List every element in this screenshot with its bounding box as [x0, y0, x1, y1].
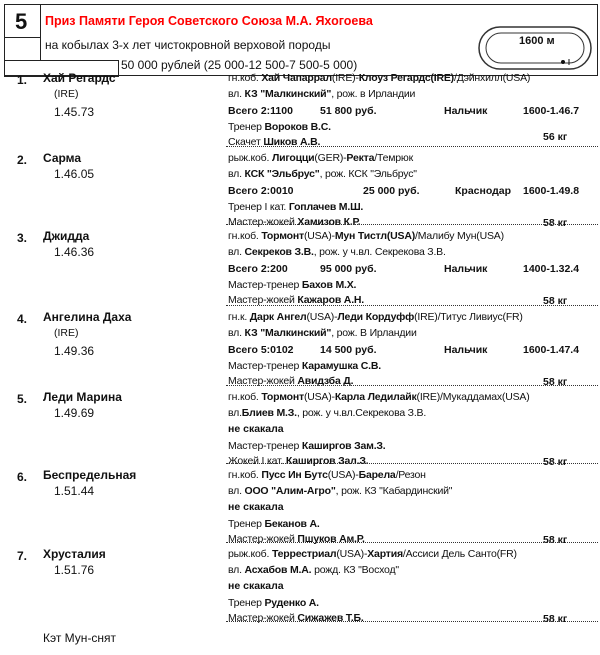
finish-time: 1.49.36 — [54, 344, 95, 358]
trainer — [228, 201, 363, 213]
weight: 58 кг — [543, 613, 568, 625]
career-earnings: 25 000 руб. — [363, 185, 420, 197]
divider — [226, 385, 598, 386]
finish-time: 1.51.76 — [54, 563, 95, 577]
pedigree — [228, 469, 426, 481]
bold-text: КЗ "Малкинский" — [244, 88, 332, 100]
horse-entry — [0, 470, 600, 550]
best-record: 1400-1.32.4 — [523, 263, 580, 275]
text: , рож. В Ирландии — [331, 327, 417, 339]
text: вл. — [228, 168, 245, 180]
bold-text: Бахов М.Х. — [301, 279, 357, 291]
jockey — [228, 455, 368, 467]
bold-text: Тормонт — [261, 230, 304, 242]
text: рожд. КЗ "Восход" — [311, 564, 399, 576]
text: /Резон — [395, 469, 426, 481]
best-record: 1600-1.46.7 — [523, 105, 580, 117]
pedigree — [228, 72, 530, 84]
bold-text: Пусс Ин Бутс — [261, 469, 328, 481]
horse-name: Ангелина Даха — [43, 310, 132, 324]
text: Мастер-тренер — [228, 440, 302, 452]
text: (IRE)/Титус Ливиус(FR) — [414, 311, 523, 323]
best-track: Нальчик — [444, 105, 488, 117]
text: вл. — [228, 407, 242, 419]
place-number: 1. — [17, 73, 28, 87]
owner — [228, 407, 426, 419]
jockey — [228, 612, 364, 624]
divider — [226, 305, 598, 306]
text: (USA)- — [303, 230, 335, 242]
horse-name: Сарма — [43, 151, 82, 165]
text: Мастер-жокей — [228, 375, 298, 387]
race-conditions: на кобылах 3-х лет чистокровной верховой породы — [45, 38, 331, 52]
race-title: Приз Памяти Героя Советского Союза М.А. Яхогоева — [45, 14, 373, 28]
text: (GER)- — [314, 152, 347, 164]
scratched-note: Кэт Мун-снят — [43, 631, 117, 645]
best-track: Краснодар — [455, 185, 512, 197]
text: (USA)- — [336, 548, 368, 560]
owner — [228, 168, 417, 180]
weight: 58 кг — [543, 456, 568, 468]
text: Мастер-жокей — [228, 294, 298, 306]
text: Тренер — [228, 121, 265, 133]
text: рыж.коб. — [228, 548, 272, 560]
best-track: Нальчик — [444, 344, 488, 356]
bold-text: КСК "Эльбрус" — [244, 168, 320, 180]
place-number: 5. — [17, 392, 28, 406]
text: (USA)- — [306, 311, 338, 323]
jockey — [228, 216, 361, 228]
text: /Малибу Мун(USA) — [415, 230, 504, 242]
weight: 58 кг — [543, 376, 568, 388]
trainer — [228, 597, 319, 609]
bold-text: Леди Кордуфф — [337, 311, 415, 323]
bold-text: Барела — [358, 469, 396, 481]
career-earnings: 95 000 руб. — [320, 263, 377, 275]
owner — [228, 88, 415, 100]
text: Тренер — [228, 597, 265, 609]
owner — [228, 485, 452, 497]
text: Мастер-жокей — [228, 612, 298, 624]
text: (IRE)/Мукаддамах(USA) — [416, 391, 530, 403]
text: вл. — [228, 564, 245, 576]
career-total: Всего 5:0102 — [228, 344, 294, 356]
bold-text: Карамушка С.В. — [301, 360, 381, 372]
bold-text: Шиков А.В. — [263, 136, 321, 148]
horse-entry — [0, 73, 600, 153]
text: гн.коб. — [228, 230, 262, 242]
text: вл. — [228, 485, 245, 497]
horse-origin: (IRE) — [54, 327, 79, 339]
weight: 58 кг — [543, 295, 568, 307]
race-prize: 50 000 рублей (25 000-12 500-7 500-5 000) — [121, 58, 358, 72]
bold-text: Секреков З.В. — [244, 246, 314, 258]
race-status: не скакала — [228, 423, 284, 435]
race-number: 5 — [15, 9, 28, 34]
divider — [226, 463, 598, 464]
place-number: 2. — [17, 153, 28, 167]
pedigree — [228, 230, 504, 242]
career-earnings: 14 500 руб. — [320, 344, 377, 356]
finish-time: 1.49.69 — [54, 406, 95, 420]
best-track: Нальчик — [444, 263, 488, 275]
weight: 58 кг — [543, 217, 568, 229]
bold-text: Руденко А. — [264, 597, 319, 609]
best-record: 1600-1.47.4 — [523, 344, 580, 356]
text: гн.коб. — [228, 469, 262, 481]
career-earnings: 51 800 руб. — [320, 105, 377, 117]
finish-time: 1.46.36 — [54, 245, 95, 259]
text: гн.коб. — [228, 391, 262, 403]
text: /Дэйнхилл(USA) — [453, 72, 531, 84]
bold-text: Ректа — [346, 152, 375, 164]
bold-text: Сижажев Т.Б. — [297, 612, 364, 624]
pedigree — [228, 548, 517, 560]
empty-cell — [4, 37, 41, 61]
trainer — [228, 279, 356, 291]
text: Мастер-жокей — [228, 216, 298, 228]
horse-name: Джидда — [43, 229, 90, 243]
text: Мастер-тренер — [228, 279, 302, 291]
bold-text: Тормонт — [261, 391, 304, 403]
place-number: 4. — [17, 312, 28, 326]
bold-text: Блиев М.З. — [241, 407, 297, 419]
bold-text: Хай Чапаррал — [261, 72, 332, 84]
text: /Темрюк — [374, 152, 413, 164]
bold-text: Хамизов К.Р. — [297, 216, 361, 228]
distance: 1600 м — [519, 35, 555, 47]
horse-entry — [0, 153, 600, 233]
best-record: 1600-1.49.8 — [523, 185, 580, 197]
horse-entry — [0, 231, 600, 311]
career-total: Всего 2:0010 — [228, 185, 294, 197]
horse-entry — [0, 392, 600, 472]
divider — [226, 224, 598, 225]
text: Тренер — [228, 518, 265, 530]
track-diagram-icon — [477, 25, 595, 73]
bold-text: Вороков В.С. — [264, 121, 331, 133]
owner — [228, 564, 399, 576]
text: /Ассиси Дель Санто(FR) — [402, 548, 517, 560]
bold-text: Мун Тистл(USA) — [334, 230, 416, 242]
weight: 58 кг — [543, 534, 568, 546]
pedigree — [228, 152, 413, 164]
bold-text: Террестриал — [271, 548, 337, 560]
finish-time: 1.46.05 — [54, 167, 95, 181]
text: (IRE)- — [331, 72, 359, 84]
horse-name: Беспредельная — [43, 468, 137, 482]
race-status: не скакала — [228, 580, 284, 592]
bold-text: Авидзба Д. — [297, 375, 354, 387]
bold-text: Карла Ледилайк — [334, 391, 417, 403]
owner — [228, 246, 446, 258]
race-status: не скакала — [228, 501, 284, 513]
divider — [226, 621, 598, 622]
text: вл. — [228, 88, 245, 100]
text: вл. — [228, 246, 245, 258]
bold-text: Хартия — [367, 548, 403, 560]
text: Скачет — [228, 136, 264, 148]
divider — [226, 542, 598, 543]
text: (USA)- — [327, 469, 359, 481]
horse-name: Хрусталия — [43, 547, 106, 561]
bold-text: Клоуз Регардс(IRE) — [358, 72, 454, 84]
owner — [228, 327, 417, 339]
race-header — [4, 4, 598, 76]
bold-text: Дарк Ангел — [249, 311, 307, 323]
horse-origin: (IRE) — [54, 88, 79, 100]
text: (USA)- — [303, 391, 335, 403]
text: , рож. КСК "Эльбрус" — [319, 168, 417, 180]
horse-name: Хай Регардс — [43, 71, 116, 85]
text: Жокей I кат. — [228, 455, 286, 467]
bold-text: Пшуков Ам.Р. — [297, 533, 365, 545]
text: рыж.коб. — [228, 152, 272, 164]
text: Тренер I кат. — [228, 201, 289, 213]
text: , рож. у ч.вл. Секрекова З.В. — [313, 246, 446, 258]
finish-time: 1.45.73 — [54, 105, 95, 119]
bold-text: Гоплачев М.Ш. — [288, 201, 364, 213]
text: вл. — [228, 327, 245, 339]
bold-text: Беканов А. — [264, 518, 320, 530]
trainer — [228, 121, 331, 133]
text: гн.коб. — [228, 72, 262, 84]
text: Мастер-тренер — [228, 360, 302, 372]
weight: 56 кг — [543, 131, 568, 143]
place-number: 3. — [17, 231, 28, 245]
bold-text: Каширгов Зал.З. — [285, 455, 369, 467]
text: , рож. у ч.вл.Секрекова З.В. — [296, 407, 427, 419]
bold-text: Асхабов М.А. — [244, 564, 312, 576]
career-total: Всего 2:1100 — [228, 105, 293, 117]
bold-text: КЗ "Малкинский" — [244, 327, 332, 339]
divider — [226, 146, 598, 147]
place-number: 6. — [17, 470, 28, 484]
text: , рож. КЗ "Кабардинский" — [335, 485, 453, 497]
bold-text: ООО "Алим-Агро" — [244, 485, 336, 497]
text: гн.к. — [228, 311, 250, 323]
pedigree — [228, 391, 530, 403]
bold-text: Кажаров А.Н. — [297, 294, 365, 306]
finish-time: 1.51.44 — [54, 484, 95, 498]
trainer — [228, 360, 381, 372]
horse-name: Леди Марина — [43, 390, 122, 404]
trainer — [228, 518, 320, 530]
trainer — [228, 440, 386, 452]
place-number: 7. — [17, 549, 28, 563]
horse-entry — [0, 312, 600, 392]
bold-text: Лигоцци — [271, 152, 315, 164]
pedigree — [228, 311, 523, 323]
text: Мастер-жокей — [228, 533, 298, 545]
text: , рож. в Ирландии — [331, 88, 416, 100]
career-total: Всего 2:200 — [228, 263, 288, 275]
bold-text: Каширгов Зам.З. — [301, 440, 386, 452]
jockey — [228, 533, 365, 545]
horse-entry — [0, 549, 600, 629]
